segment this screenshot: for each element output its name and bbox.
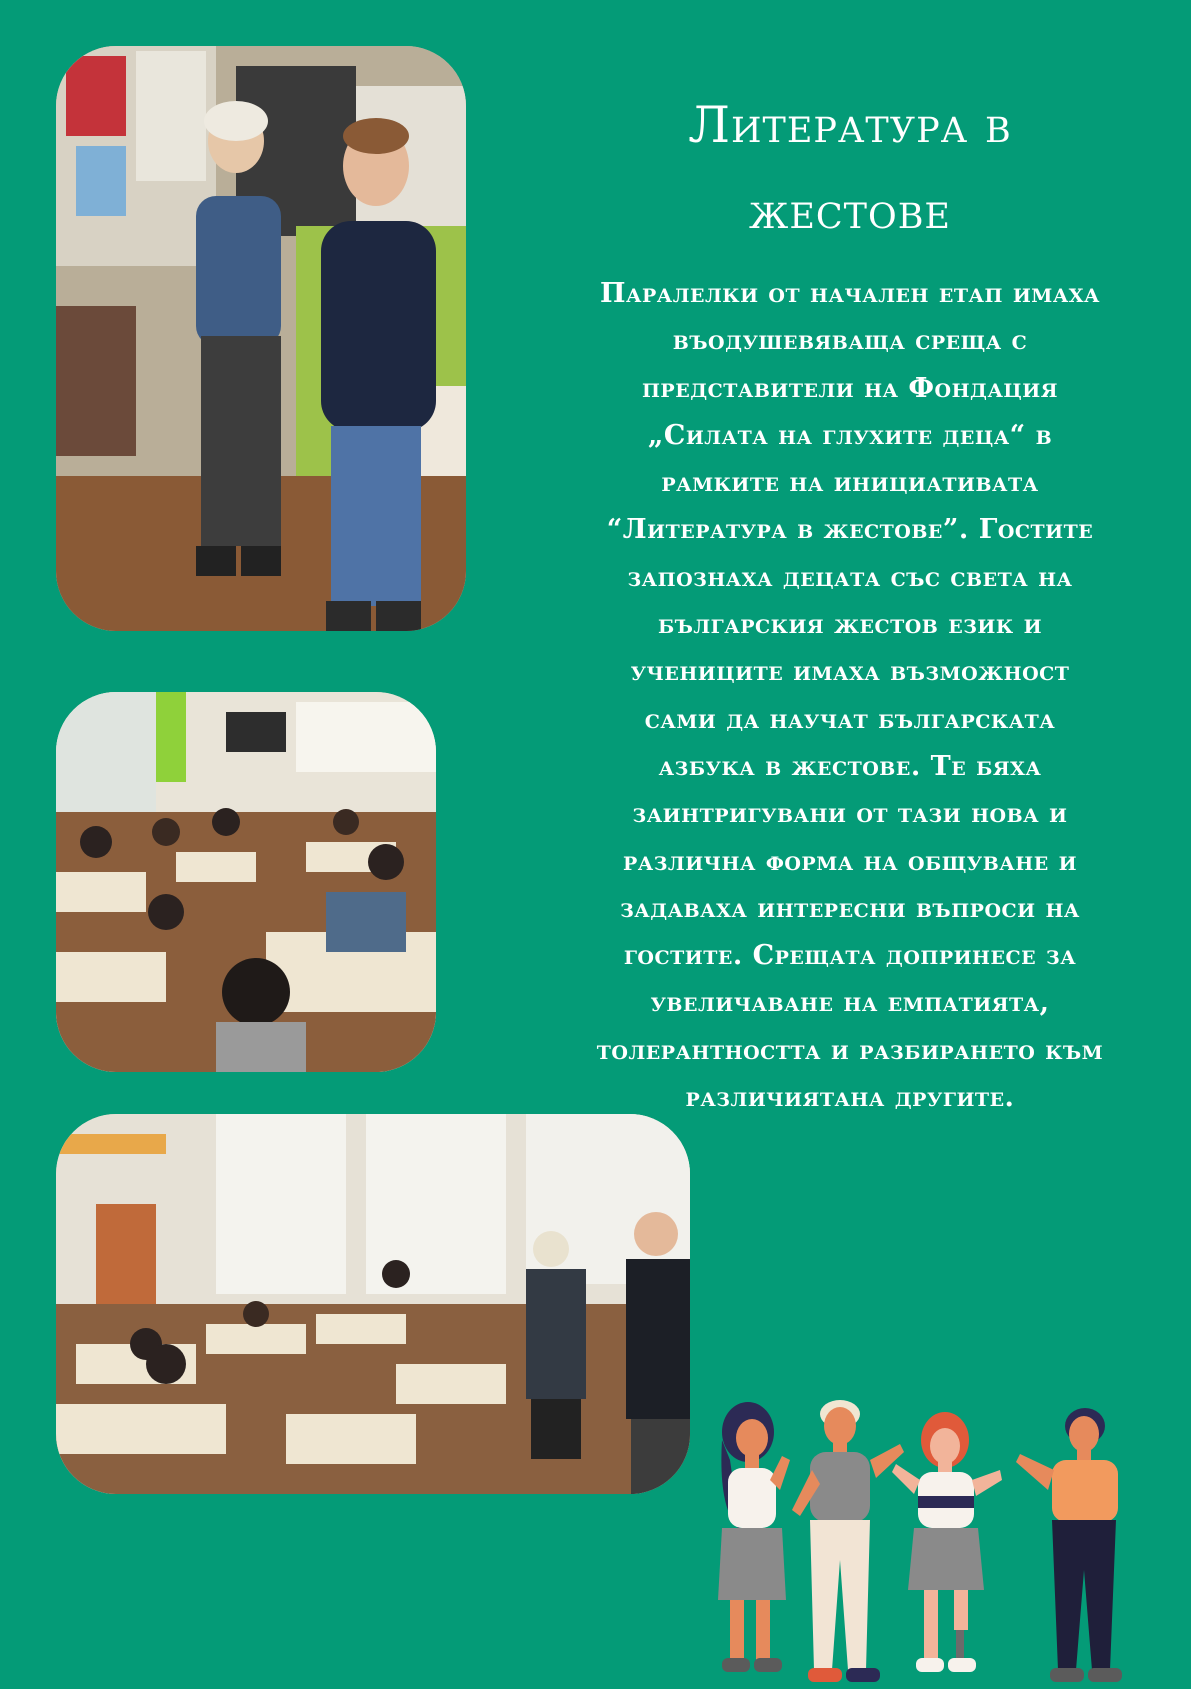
- text-line: представители на Фондация: [641, 372, 1058, 404]
- text-line: рамките на инициативата: [661, 467, 1039, 499]
- text-line: “Литература в жестове”. Гостите: [606, 514, 1094, 546]
- article-text: [560, 270, 1140, 1121]
- person-1-figure: [718, 1402, 790, 1672]
- photo-classroom-wide: [56, 1114, 690, 1494]
- text-line: Паралелки от начален етап имаха: [599, 278, 1101, 309]
- photo-classroom-students: [56, 692, 436, 1072]
- text-line: „Силата на глухите деца“ в: [647, 419, 1053, 451]
- text-line: различна форма на общуване и: [622, 845, 1078, 877]
- text-line: сами да научат българската: [644, 703, 1056, 735]
- people-illustration: [700, 1400, 1140, 1685]
- page-title: [600, 82, 1100, 254]
- text-line: учениците имаха възможност: [630, 656, 1070, 688]
- text-line: гостите. Срещата допринесе за: [623, 940, 1077, 972]
- text-line: българския жестов език и: [657, 609, 1043, 641]
- title-line-1: Литература в: [688, 96, 1012, 154]
- text-line: задаваха интересни въпроси на: [620, 892, 1080, 924]
- photo-presenters: [56, 46, 466, 631]
- person-3-figure: [892, 1412, 1002, 1672]
- text-line: толерантността и разбирането към: [596, 1034, 1104, 1066]
- text-line: увеличаване на емпатията,: [650, 987, 1050, 1019]
- text-line: азбука в жестове. Те бяха: [658, 750, 1042, 782]
- text-line: запознаха децата със света на: [627, 561, 1073, 593]
- person-4-figure: [1016, 1408, 1122, 1682]
- person-2-figure: [792, 1400, 904, 1682]
- text-line: различиятана другите.: [685, 1082, 1015, 1114]
- text-line: заинтригувани от тази нова и: [632, 798, 1068, 830]
- title-line-2: жестове: [749, 182, 951, 240]
- text-line: въодушевяваща среща с: [672, 325, 1028, 357]
